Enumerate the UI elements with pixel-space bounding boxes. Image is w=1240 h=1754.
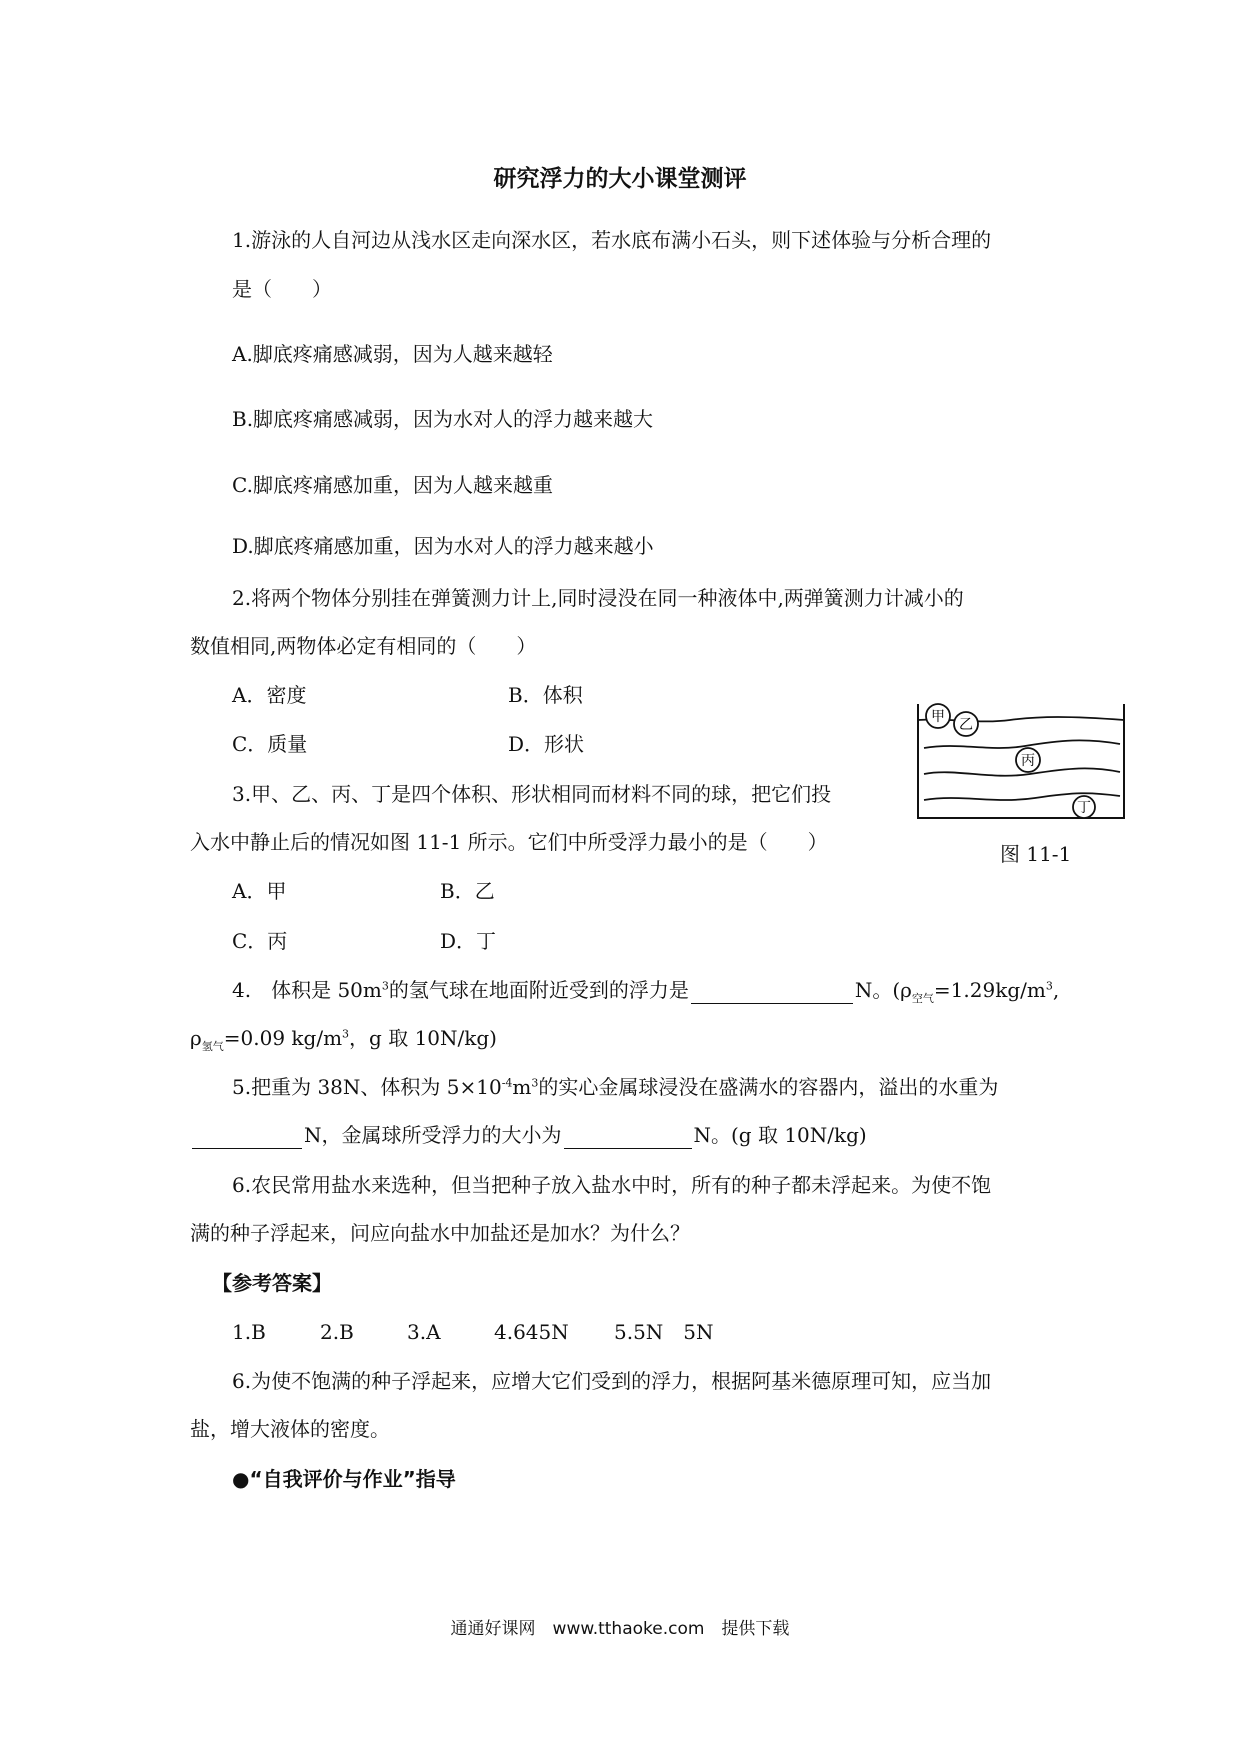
q4-sup: 3 (381, 979, 389, 993)
page-title: 研究浮力的大小课堂测评 (493, 166, 747, 192)
q2-stem-line2: 数值相同,两物体必定有相同的（ ） (190, 634, 537, 658)
q1-option-d: D.脚底疼痛感加重，因为水对人的浮力越来越小 (232, 534, 654, 558)
q6-stem-line2: 满的种子浮起来，问应向盐水中加盐还是加水？为什么？ (190, 1221, 690, 1245)
figure-caption: 图 11-1 (1000, 842, 1072, 866)
guide-text: “自我评价与作业”指导 (249, 1467, 456, 1491)
ball-yi-label: 乙 (959, 717, 973, 733)
q5-line2 (190, 1121, 867, 1149)
ball-jia-label: 甲 (931, 709, 945, 725)
q3-option-d: D．丁 (440, 929, 497, 953)
q4-h-val: =0.09 kg/m (223, 1026, 343, 1050)
q5-prefix: 5.把重为 38N、体积为 5×10 (232, 1075, 502, 1099)
answer-3: 3.A (407, 1320, 441, 1344)
q2-option-b: B．体积 (508, 683, 583, 707)
q1-option-c: C.脚底疼痛感加重，因为人越来越重 (232, 473, 553, 497)
q4-sub-air: 空气 (911, 992, 934, 1005)
q3-stem-line2: 入水中静止后的情况如图 11-1 所示。它们中所受浮力最小的是（ ） (190, 830, 828, 854)
q4-mid: 的氢气球在地面附近受到的浮力是 (388, 978, 689, 1002)
q4-unit: N。(ρ (854, 978, 912, 1002)
q3-option-a: A．甲 (232, 879, 287, 903)
q4-line1 (232, 976, 1059, 1004)
bullet-icon: ● (232, 1467, 250, 1491)
q2-option-a: A．密度 (232, 683, 307, 707)
q5-exp: -4 (501, 1076, 513, 1090)
q5-mid: N，金属球所受浮力的大小为 (304, 1123, 562, 1147)
q4-comma: , (1052, 978, 1060, 1002)
q1-stem-line2: 是（ ） (232, 277, 332, 301)
answer-1: 1.B (232, 1320, 266, 1344)
ball-ding-label: 丁 (1077, 800, 1091, 816)
q5-line1 (232, 1073, 998, 1101)
answer-6-line1: 6.为使不饱满的种子浮起来，应增大它们受到的浮力，根据阿基米德原理可知，应当加 (232, 1369, 992, 1393)
q4-tail: ，g 取 10N/kg) (349, 1026, 497, 1050)
footer: 通通好课网 www.tthaoke.com 提供下载 (450, 1619, 790, 1639)
q2-option-d: D．形状 (508, 732, 585, 756)
q4-rho: ρ (190, 1026, 202, 1050)
q1-option-a: A.脚底疼痛感减弱，因为人越来越轻 (232, 342, 553, 366)
q4-answer-blank[interactable] (691, 981, 853, 1004)
q3-option-b: B．乙 (440, 879, 495, 903)
q5-blank-2[interactable] (564, 1126, 692, 1149)
q4-line2 (190, 1024, 497, 1052)
ball-bing-label: 丙 (1021, 753, 1035, 769)
q2-stem-line1: 2.将两个物体分别挂在弹簧测力计上,同时浸没在同一种液体中,两弹簧测力计减小的 (232, 586, 964, 610)
q1-stem-line1: 1.游泳的人自河边从浅水区走向深水区，若水底布满小石头，则下述体验与分析合理的 (232, 228, 992, 252)
q3-option-c: C．丙 (232, 929, 288, 953)
q4-prefix: 4. 体积是 50m (232, 978, 382, 1002)
guide-heading (232, 1465, 456, 1493)
answer-4: 4.645N (494, 1320, 569, 1344)
q5-suffix: 的实心金属球浸没在盛满水的容器内，溢出的水重为 (538, 1075, 999, 1099)
q4-sub-h: 氢气 (201, 1040, 224, 1053)
q5-blank-1[interactable] (192, 1126, 302, 1149)
q2-option-c: C．质量 (232, 732, 308, 756)
q5-m3: m (512, 1075, 532, 1099)
q4-h-sup: 3 (342, 1027, 350, 1041)
answer-6-line2: 盐，增大液体的密度。 (190, 1417, 390, 1441)
q6-stem-line1: 6.农民常用盐水来选种，但当把种子放入盐水中时，所有的种子都未浮起来。为使不饱 (232, 1173, 992, 1197)
answers-heading: 【参考答案】 (212, 1271, 332, 1295)
answer-2: 2.B (320, 1320, 354, 1344)
q5-tail: N。(g 取 10N/kg) (693, 1123, 867, 1147)
figure-11-1 (910, 700, 1135, 830)
answer-5: 5.5N 5N (614, 1320, 714, 1344)
q1-option-b: B.脚底疼痛感减弱，因为水对人的浮力越来越大 (232, 407, 654, 431)
q4-air-sup: 3 (1045, 979, 1053, 993)
q3-stem-line1: 3.甲、乙、丙、丁是四个体积、形状相同而材料不同的球，把它们投 (232, 782, 832, 806)
q5-m3-sup: 3 (531, 1076, 539, 1090)
q4-air-val: =1.29kg/m (933, 978, 1046, 1002)
